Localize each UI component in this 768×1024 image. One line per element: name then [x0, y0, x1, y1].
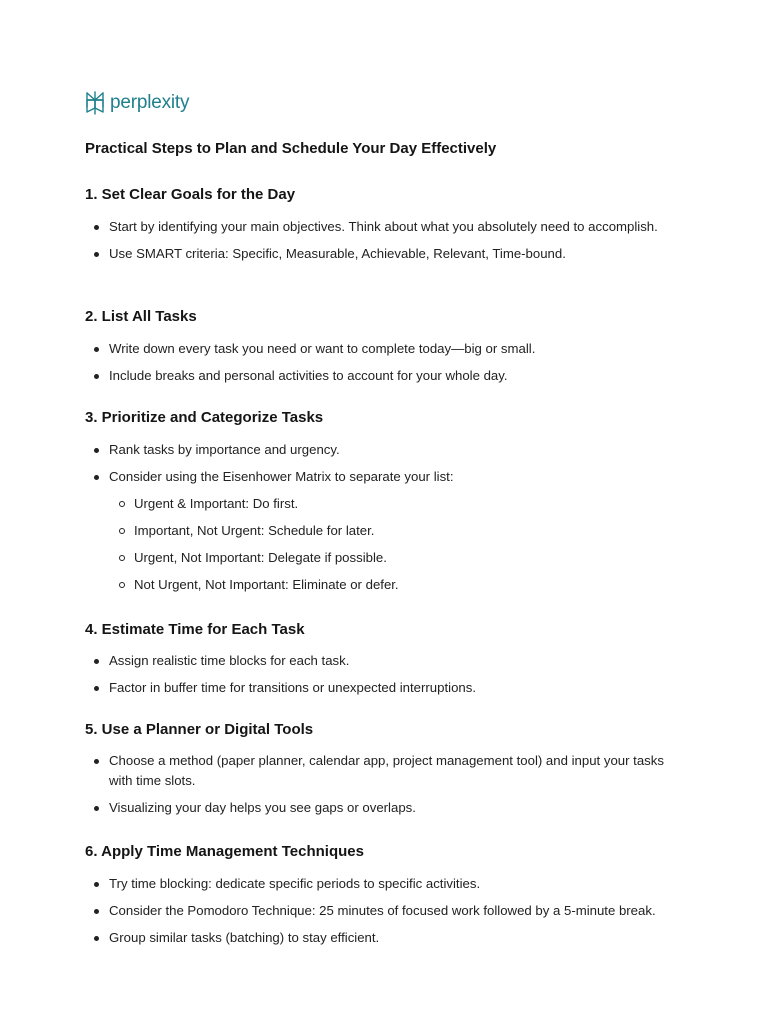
- bullet-icon: [94, 686, 99, 691]
- brand-logo: [85, 90, 189, 116]
- list-item-text: Try time blocking: dedicate specific periods to specific activities.: [109, 876, 481, 891]
- bullet-list: [85, 339, 685, 386]
- bullet-list: [85, 440, 685, 595]
- list-item: [85, 651, 669, 671]
- bullet-icon: [94, 806, 99, 811]
- hollow-bullet-icon: [119, 555, 125, 561]
- sub-list-item-text: Urgent, Not Important: Delegate if possible.: [134, 550, 387, 565]
- bullet-icon: [94, 909, 99, 914]
- list-item-text: Visualizing your day helps you see gaps or overlaps.: [109, 800, 416, 815]
- bullet-icon: [94, 882, 99, 887]
- section-set-clear-goals: [85, 185, 685, 264]
- bullet-list: [85, 217, 685, 264]
- section-list-all-tasks: [85, 307, 685, 386]
- bullet-icon: [94, 252, 99, 257]
- section-heading: 1. Set Clear Goals for the Day: [85, 186, 296, 203]
- bullet-list: [85, 751, 685, 818]
- document-title: Practical Steps to Plan and Schedule Your Day Effectively: [85, 140, 497, 157]
- list-item: [85, 217, 669, 237]
- section-heading: 6. Apply Time Management Techniques: [85, 843, 364, 860]
- list-item-text: Assign realistic time blocks for each task.: [109, 653, 350, 668]
- bullet-icon: [94, 659, 99, 664]
- perplexity-logo-icon: [85, 91, 105, 115]
- list-item: [85, 678, 669, 698]
- bullet-list: [85, 651, 685, 698]
- list-item: [85, 798, 669, 818]
- list-item: [85, 244, 669, 264]
- list-item-text: Consider using the Eisenhower Matrix to separate your list:: [109, 469, 454, 484]
- list-item: [85, 366, 669, 386]
- sub-list-item: [85, 548, 694, 568]
- bullet-icon: [94, 759, 99, 764]
- section-heading: 5. Use a Planner or Digital Tools: [85, 721, 314, 738]
- bullet-icon: [94, 936, 99, 941]
- sub-list-item-text: Important, Not Urgent: Schedule for later.: [134, 523, 375, 538]
- sub-list-item-text: Urgent & Important: Do first.: [134, 496, 299, 511]
- brand-name: perplexity: [110, 92, 190, 113]
- list-item: [85, 440, 669, 460]
- sub-list-item: [85, 575, 694, 595]
- list-item-text: Write down every task you need or want to complete today—big or small.: [109, 341, 536, 356]
- section-estimate-time: [85, 620, 685, 698]
- bullet-icon: [94, 448, 99, 453]
- list-item: [85, 751, 669, 791]
- hollow-bullet-icon: [119, 501, 125, 507]
- list-item: [85, 901, 669, 921]
- list-item: [85, 874, 669, 894]
- section-heading: 3. Prioritize and Categorize Tasks: [85, 409, 324, 426]
- list-item-text: Consider the Pomodoro Technique: 25 minutes of focused work followed by a 5-minute break.: [109, 903, 656, 918]
- bullet-icon: [94, 225, 99, 230]
- list-item: [85, 467, 669, 487]
- section-time-management: [85, 842, 685, 948]
- section-heading: 2. List All Tasks: [85, 308, 197, 325]
- bullet-list: [85, 874, 685, 948]
- list-item: [85, 928, 669, 948]
- hollow-bullet-icon: [119, 582, 125, 588]
- bullet-icon: [94, 374, 99, 379]
- list-item-text: Rank tasks by importance and urgency.: [109, 442, 340, 457]
- list-item-text: Use SMART criteria: Specific, Measurable, Achievable, Relevant, Time-bound.: [109, 246, 566, 261]
- list-item-text: Choose a method (paper planner, calendar app, project management tool) and input your tasks with time slots.: [109, 753, 664, 788]
- sub-list-item: [85, 521, 694, 541]
- bullet-icon: [94, 347, 99, 352]
- section-use-planner: [85, 720, 685, 818]
- bullet-icon: [94, 475, 99, 480]
- section-heading: 4. Estimate Time for Each Task: [85, 621, 305, 638]
- sub-list-item: [85, 494, 694, 514]
- list-item-text: Group similar tasks (batching) to stay efficient.: [109, 930, 380, 945]
- list-item-text: Include breaks and personal activities to account for your whole day.: [109, 368, 508, 383]
- list-item-text: Factor in buffer time for transitions or unexpected interruptions.: [109, 680, 476, 695]
- hollow-bullet-icon: [119, 528, 125, 534]
- section-prioritize-tasks: [85, 408, 685, 595]
- list-item-text: Start by identifying your main objectives. Think about what you absolutely need to accomplish.: [109, 219, 658, 234]
- list-item: [85, 339, 669, 359]
- sub-list-item-text: Not Urgent, Not Important: Eliminate or defer.: [134, 577, 399, 592]
